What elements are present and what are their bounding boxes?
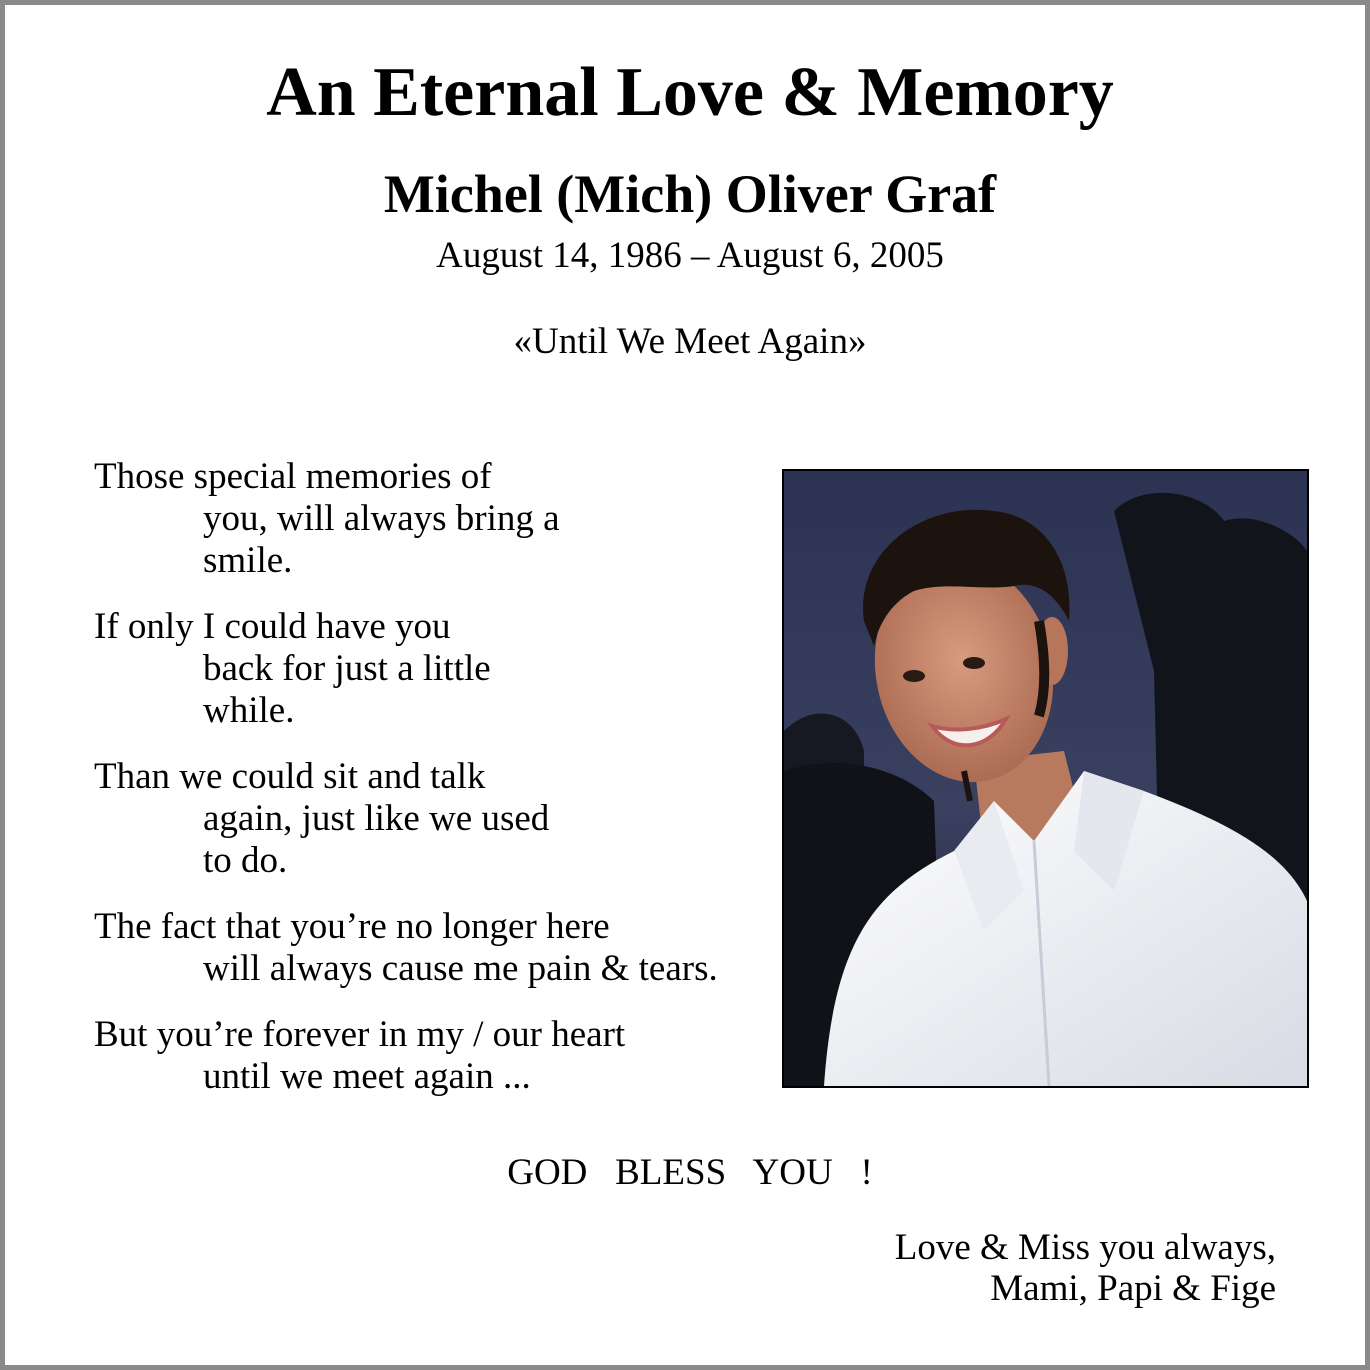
poem-line: smile. [203, 540, 293, 581]
poem-line: while. [203, 690, 295, 731]
signoff-line: Mami, Papi & Fige [990, 1268, 1276, 1309]
signoff-line: Love & Miss you always, [894, 1227, 1276, 1268]
blessing-text: GOD BLESS YOU ! [507, 1152, 873, 1193]
poem-line: until we meet again ... [203, 1056, 531, 1097]
poem-line: If only I could have you [94, 606, 451, 647]
poem-stanza [94, 906, 764, 990]
tagline: «Until We Meet Again» [513, 321, 867, 362]
poem-line: But you’re forever in my / our heart [94, 1014, 626, 1055]
signoff [895, 1227, 1276, 1309]
poem [94, 456, 764, 1122]
poem-line: The fact that you’re no longer here [94, 906, 610, 947]
portrait-photo [782, 469, 1309, 1088]
poem-line: you, will always bring a [203, 498, 560, 539]
poem-line: again, just like we used [203, 798, 550, 839]
deceased-name: Michel (Mich) Oliver Graf [383, 164, 997, 224]
poem-line: to do. [203, 840, 288, 881]
poem-line: will always cause me pain & tears. [203, 948, 718, 989]
life-dates: August 14, 1986 – August 6, 2005 [436, 235, 944, 276]
poem-stanza [94, 1014, 764, 1098]
memorial-title: An Eternal Love & Memory [266, 54, 1114, 131]
poem-line: Those special memories of [94, 456, 492, 497]
poem-stanza [94, 756, 764, 882]
poem-stanza [94, 606, 764, 732]
poem-line: Than we could sit and talk [94, 756, 486, 797]
poem-line: back for just a little [203, 648, 491, 689]
poem-stanza [94, 456, 764, 582]
